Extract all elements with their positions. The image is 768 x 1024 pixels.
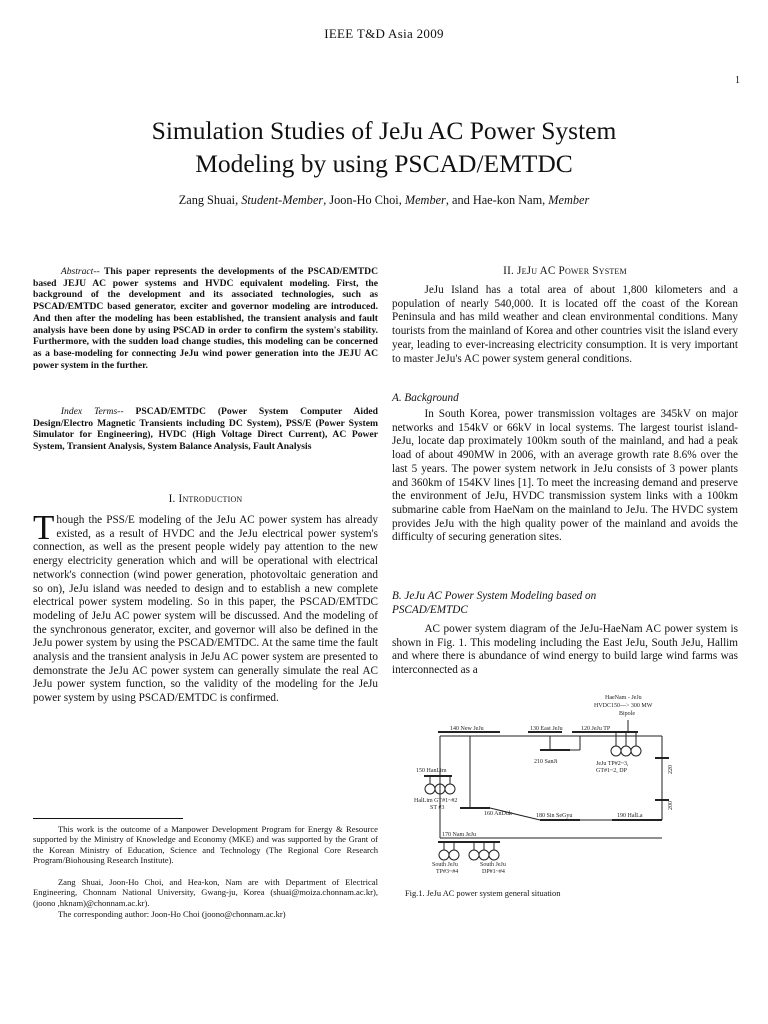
title-line-1: Simulation Studies of JeJu AC Power System (151, 116, 617, 145)
section-1-title: Introduction (178, 493, 243, 505)
figure-caption: Fig.1. JeJu AC power system general situation (405, 889, 561, 898)
label-bus-200: 200 (668, 801, 674, 810)
label-hvdc: HVDC150---> 300 MW (594, 703, 653, 709)
section-2-heading (392, 265, 738, 277)
author-2: , Joon-Ho Choi, (323, 193, 402, 207)
author-2-role: Member (404, 193, 446, 207)
paper-title (60, 114, 708, 180)
label-south-jeju-dp: South JeJu (480, 862, 506, 868)
label-bus-190: 190 HalLa (617, 813, 643, 819)
generator-circle (489, 850, 499, 860)
label-bus-150: 150 HanLim (416, 768, 447, 774)
abstract-label: Abstract-- (60, 266, 100, 277)
page-number: 1 (735, 75, 740, 86)
generator-circle (611, 746, 621, 756)
generator-circle (469, 850, 479, 860)
label-bus-140: 140 New JeJu (450, 726, 484, 732)
generator-circle (425, 784, 435, 794)
section-1-heading (33, 493, 378, 505)
running-header: IEEE T&D Asia 2009 (324, 26, 444, 41)
subsection-a-heading: A. Background (392, 392, 459, 404)
label-hallim-gt: HalLim GT#1~#2 (414, 798, 458, 804)
power-system-diagram (400, 690, 685, 882)
author-1-role: Student-Member (241, 193, 324, 207)
label-bus-160: 160 AnDuk (484, 811, 512, 817)
footnote-funding: This work is the outcome of a Manpower Development Program for Energy & Resource supported by the Ministry of Knowledge and Economy (MKE) and was supported by the Grant of the Korean Ministry of Education, Science and Technology (The Regional Core Research Program/Biohousing Research Institute). (33, 824, 378, 866)
section-2-number: II. (503, 265, 515, 277)
subsection-b-text: AC power system diagram of the JeJu-HaeNam AC power system is shown in Fig. 1. This modeling including the East JeJu, South JeJu, Hallim and where there is abundance of wind energy to build large wind farms was interconnected as a (392, 623, 738, 677)
drop-cap: T (33, 508, 55, 547)
label-dp-units: DP#1~#4 (482, 869, 505, 875)
label-bus-220: 220 (668, 765, 674, 774)
label-bus-170: 170 Nam JeJu (442, 832, 476, 838)
label-tp-units: TP#3~#4 (436, 869, 459, 875)
label-bus-180: 180 Sin SeGyu (536, 813, 573, 819)
generator-circle (479, 850, 489, 860)
footnote-rule (33, 818, 183, 819)
section-1-text: hough the PSS/E modeling of the JeJu AC power system has already existed, as a result of HVDC and the JeJu electrical power system's connection, as well as the present people widely pay attention to the new energy electricity generation which and will be operational with electrical network's connection (wind power generation, photovoltaic generation and so on), JeJu island was needed to design and to establish a new complete electrical power system modeling. So in this paper, the PSCAD/EMTDC modeling of JeJu AC power system will be discussed. And the modeling of the synchronous generator, exciter, and governor will also be defined in the JeJu power system by using the PSCAD/EMTDC. At the same time the fault analysis and the transient analysis in JeJu AC power system are presented to demonstrate the JeJu AC power system can generally simulate the real AC JeJu power system function, so the validity of the modeling for the JeJu power system by using PSCAD/EMTDC is confirmed. (33, 514, 378, 705)
section-2-title: JeJu AC Power System (517, 265, 627, 277)
author-3: , and Hae-kon Nam, (445, 193, 546, 207)
label-haenam: HaeNam - JeJu (605, 695, 642, 701)
index-terms-label: Index Terms-- (60, 406, 124, 417)
generator-circle (439, 850, 449, 860)
subsection-a-text: In South Korea, power transmission voltages are 345kV on major networks and 154kV or 66kV in local systems. The largest tourist island-JeJu, locate dap proximately 100km south of the mainland, and had a peak load of about 490MW in 2006, with an average growth rate 8.6% over the last 5 years. The power system network in JeJu consists of 3 power plants and 360km of 154KV lines [1]. To meet the increasing demand and preserve the environment of JeJu, HVDC transmission system links with a 100km submarine cable from HaeNam on the mainland to JeJu. The HVDC system provides JeJu with the high quality power of the mainland and avoids the difficulty of securing generation sites. (392, 408, 738, 544)
section-1-body (33, 508, 378, 706)
label-bus-130: 130 East JeJu (530, 726, 563, 732)
label-hallim-st: ST #3 (430, 805, 445, 811)
subsection-b-heading: B. JeJu AC Power System Modeling based on PSCAD/EMTDC (392, 590, 597, 616)
section-1-number: I. (168, 493, 176, 505)
section-2-intro: JeJu Island has a total area of about 1,800 kilometers and a population of nearly 540,000. It is located off the coast of the Korean Peninsula and has mild weather and clean environmental conditions. Many tourists from the mainland of Korea and other countries visit the island every year, leading to ever-increasing electricity consumption. It is very important to master JeJu's AC power system general conditions. (392, 284, 738, 365)
abstract-text: This paper represents the developments of the PSCAD/EMTDC based JEJU AC power systems and HVDC equivalent modeling. First, the background of the development and its associated technologies, such as PSCAD/EMTDC based generator, exciter and governor modeling are introduced. And then after the modeling has been established, the transient analysis and fault analysis have been done by using PSCAD in order to confirm the system's stability. Furthermore, with the sudden load change studies, this modeling can be concerned as a base-modeling for connecting JeJu wind power generation into the JEJU AC power system in the further. (33, 266, 378, 371)
author-3-role: Member (548, 193, 590, 207)
label-south-jeju-tp: South JeJu (432, 862, 458, 868)
title-line-2: Modeling by using PSCAD/EMTDC (195, 149, 573, 178)
index-terms-text: PSCAD/EMTDC (Power System Computer Aided Design/Electro Magnetic Transients including DC System), PSS/E (Power System Simulator for Engineering), HVDC (High Voltage Direct Current), AC Power System, Transient Analysis, System Balance Analysis, Fault Analysis (33, 406, 379, 453)
label-jeju-tp: JeJu TP#2~3, (596, 761, 629, 767)
label-bipole: Bipole (619, 711, 635, 717)
author-1: Zang Shuai, (178, 193, 239, 207)
footnote-affiliation: Zang Shuai, Joon-Ho Choi, and Hea-kon, Nam are with Department of Electrical Engineering, Chonnam National University, Gwang-ju, Korea (shuai@moiza.chonnam.ac.kr), (joono ,hknam)@chonnam.ac.kr). (33, 877, 378, 908)
generator-circle (631, 746, 641, 756)
label-bus-120: 120 JeJu TP (581, 726, 611, 732)
author-list (60, 193, 708, 208)
generator-circle (449, 850, 459, 860)
generator-circle (445, 784, 455, 794)
abstract (33, 266, 378, 371)
generator-circle (621, 746, 631, 756)
label-bus-210: 210 SanJi (534, 759, 558, 765)
label-gt-dp: GT#1~2, DP (596, 768, 627, 774)
footnote-corresponding: The corresponding author: Joon-Ho Choi (joono@chonnam.ac.kr) (57, 909, 286, 919)
index-terms (33, 406, 378, 453)
